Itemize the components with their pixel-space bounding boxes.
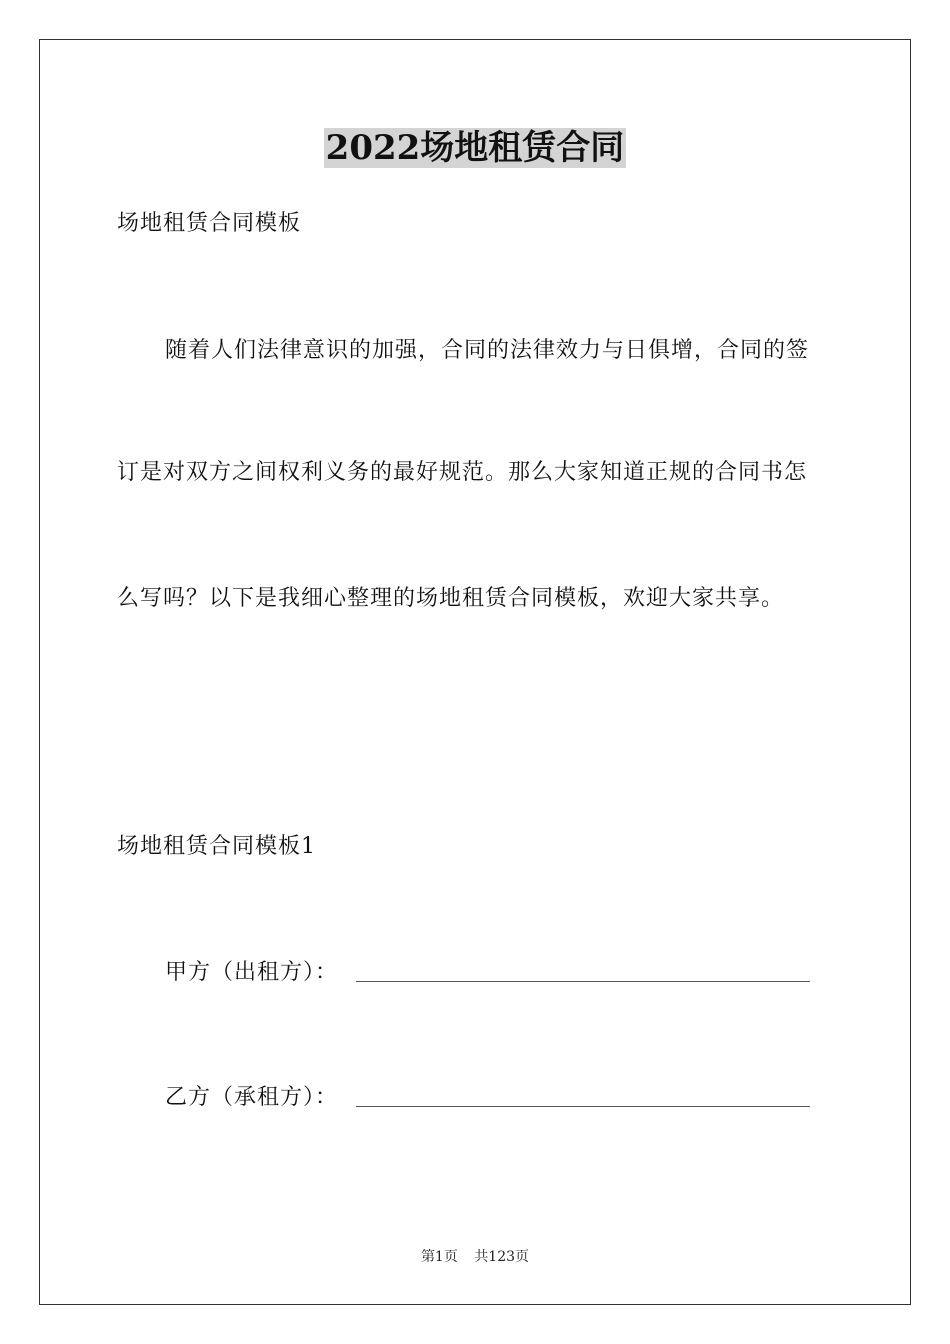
page-number-total: 共123页 <box>474 1249 530 1265</box>
page-number-current: 第1页 <box>420 1249 458 1265</box>
document-subtitle: 场地租赁合同模板 <box>117 211 302 236</box>
page-footer <box>0 1248 950 1266</box>
paragraph-line-2: 订是对双方之间权利义务的最好规范。那么大家知道正规的合同书怎 <box>117 460 808 485</box>
party-a-label: 甲方（出租方）： <box>165 960 339 985</box>
paragraph-line-3: 么写吗？以下是我细心整理的场地租赁合同模板，欢迎大家共享。 <box>117 586 785 611</box>
document-title: 2022场地租赁合同 <box>325 128 625 168</box>
document-title-wrapper <box>0 128 950 168</box>
party-b-label: 乙方（承租方）： <box>165 1085 339 1110</box>
party-a-blank-line <box>356 981 810 982</box>
paragraph-line-1: 随着人们法律意识的加强，合同的法律效力与日俱增，合同的签 <box>165 338 810 363</box>
party-b-blank-line <box>356 1106 810 1107</box>
section-heading: 场地租赁合同模板1 <box>117 834 316 859</box>
